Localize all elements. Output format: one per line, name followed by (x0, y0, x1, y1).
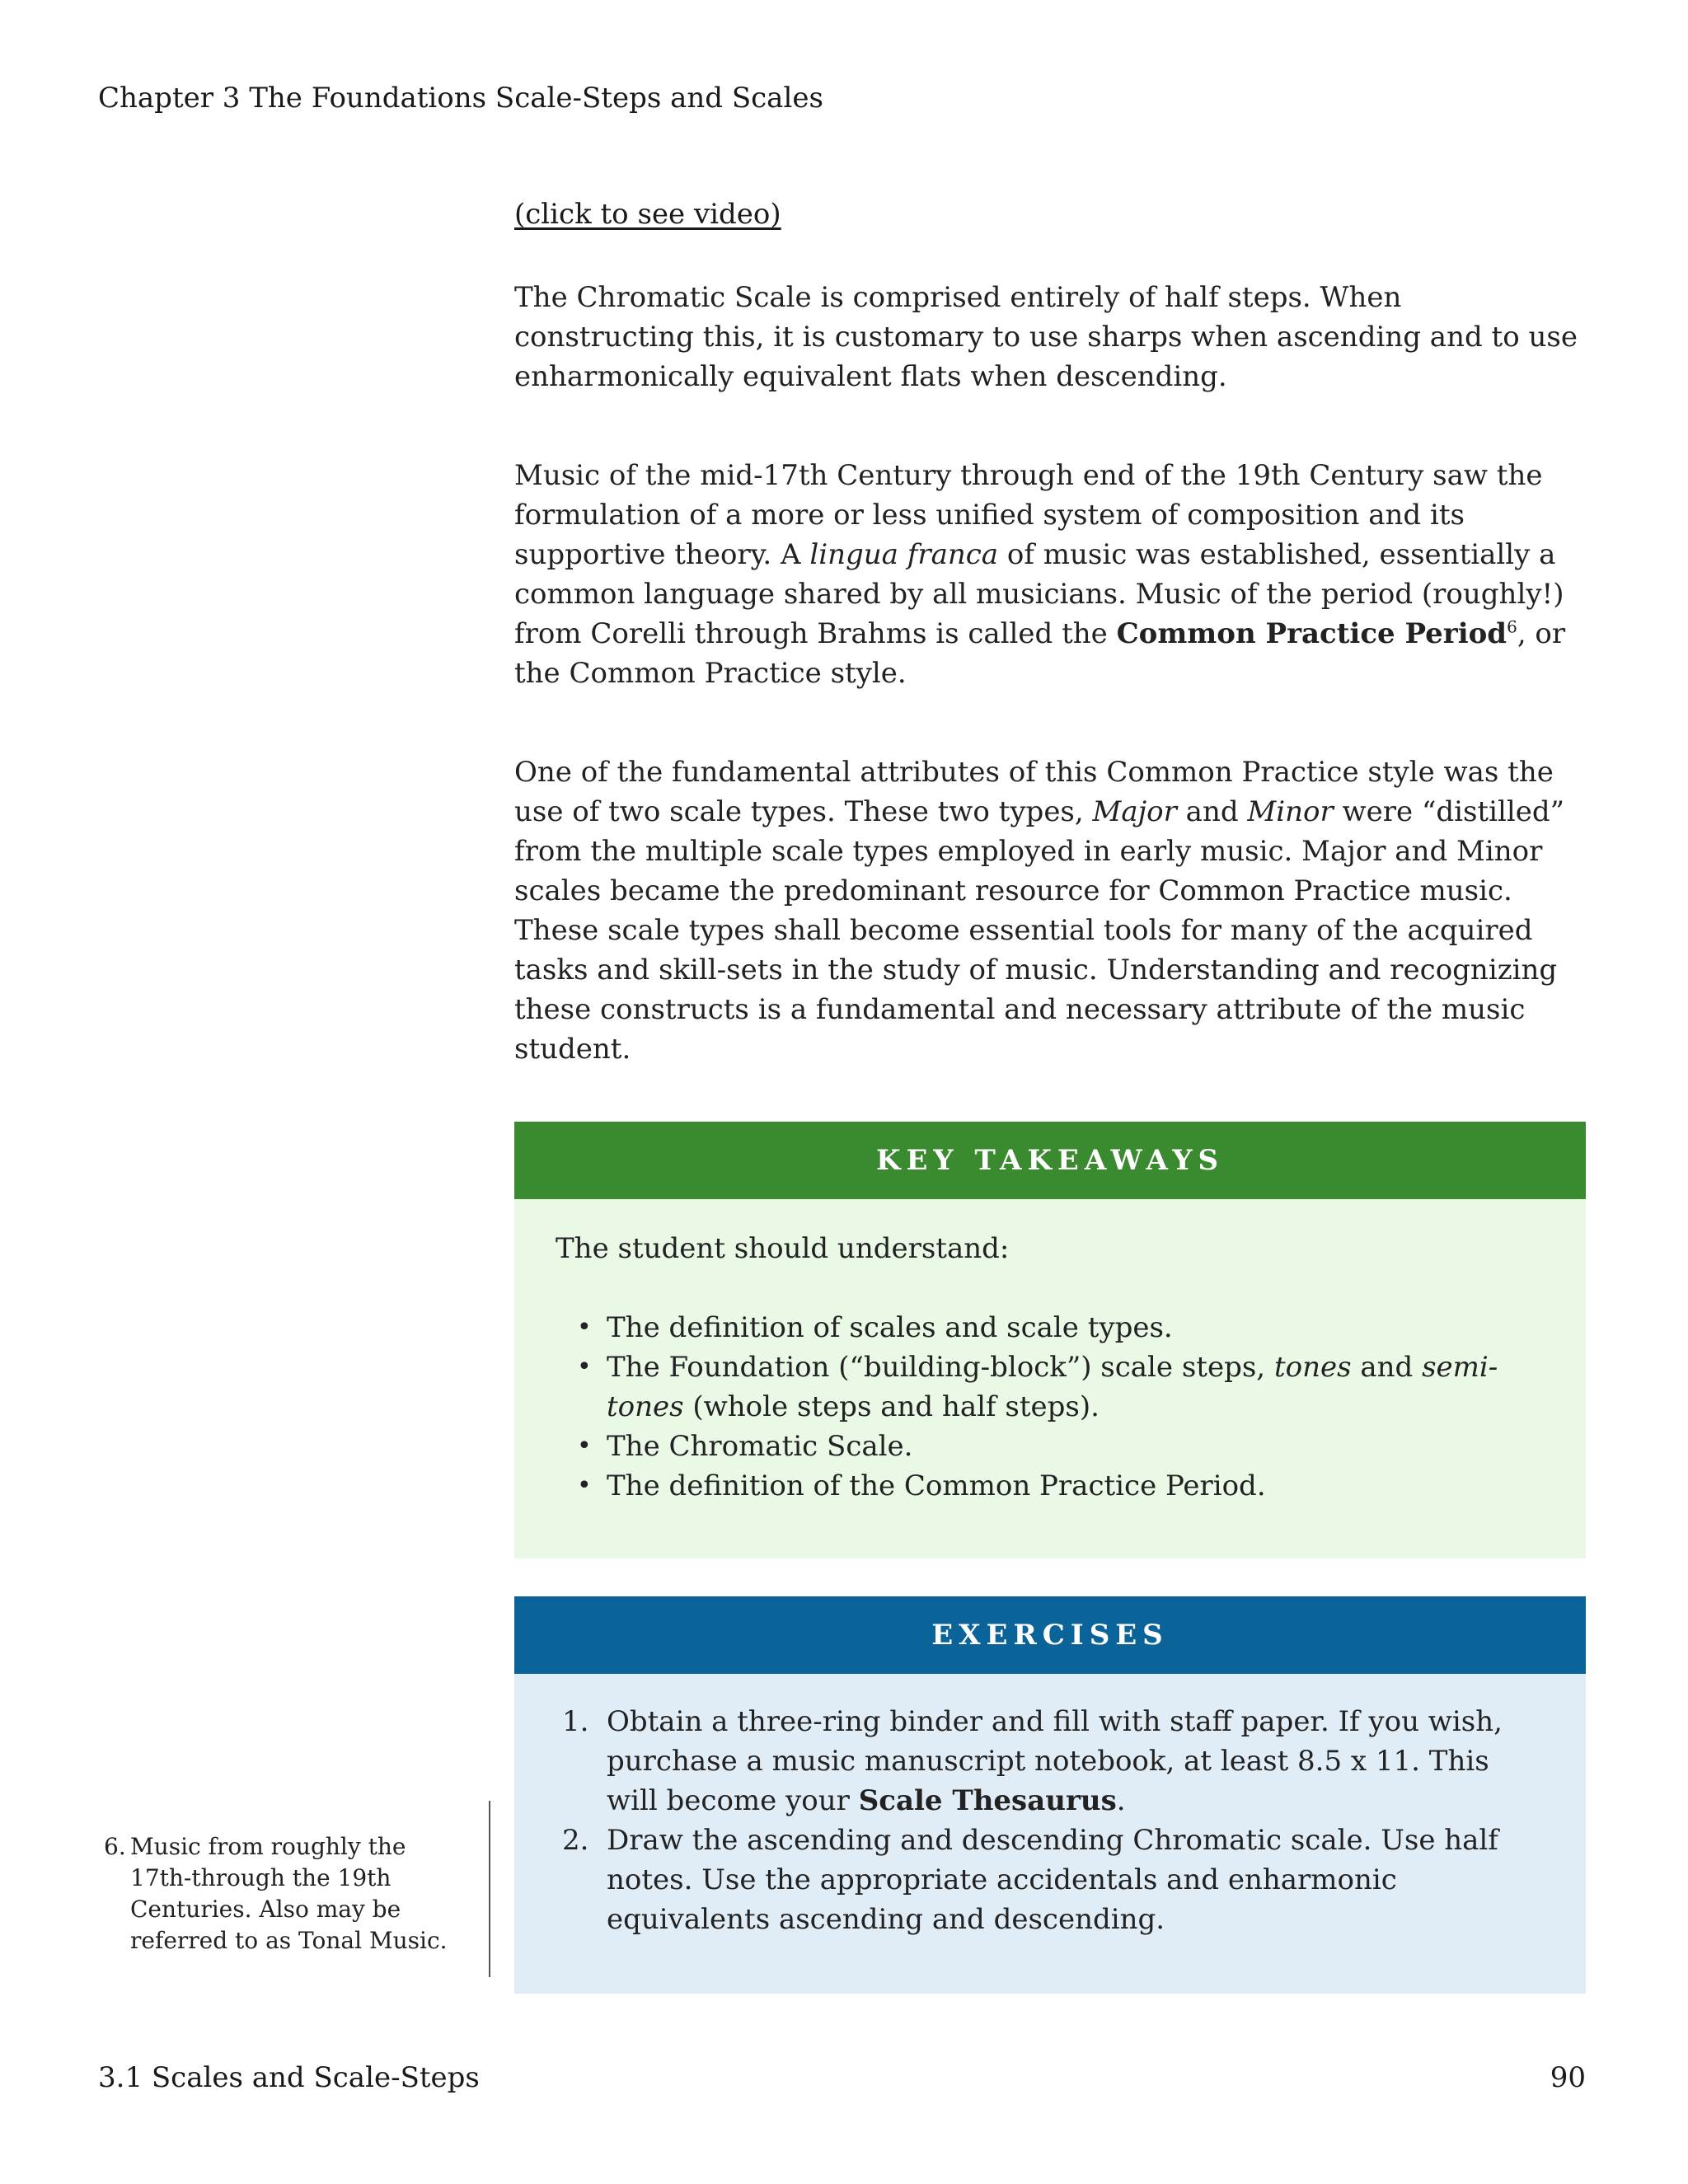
list-item-text: Draw the ascending and descending Chromatic scale. Use half notes. Use the appropriate accidentals and enharmonic equivalents ascending and descending. (607, 1824, 1498, 1936)
video-link[interactable]: (click to see video) (514, 198, 781, 231)
italic-term: lingua franca (809, 538, 999, 571)
footnote-number: 6. (104, 1833, 126, 1860)
paragraph-chromatic-scale (514, 278, 1586, 396)
footnote-reference[interactable]: 6 (1507, 616, 1517, 637)
exercises-body (514, 1674, 1586, 1994)
bullet-icon: • (577, 1313, 592, 1342)
exercises-title: EXERCISES (514, 1596, 1586, 1674)
paragraph-text: were “distilled” from the multiple scale types employed in early music. Major and Minor scales became the predominant resource for Common Practice music. These scale types shall become essential tools for many of the acquired tasks and skill-sets in the study of music. Understanding and recognizing these constructs is a fundamental and necessary attribute of the music student. (514, 795, 1564, 1066)
bullet-icon: • (577, 1352, 592, 1381)
list-item (556, 1821, 1545, 1939)
paragraph-text: , or the Common Practice style. (514, 617, 1566, 690)
footnote (104, 1831, 467, 1957)
key-takeaways-box (514, 1122, 1586, 1558)
key-takeaways-list (556, 1308, 1545, 1506)
paragraph-text: The Chromatic Scale is comprised entirely of half steps. When constructing this, it is customary to use sharps when ascending and to use enharmonically equivalent flats when descending. (514, 281, 1578, 393)
list-item-text: Obtain a three-ring binder and fill with staff paper. If you wish, purchase a music manuscript notebook, at least 8.5 x 11. This will become your (607, 1705, 1503, 1817)
list-item-text: The definition of the Common Practice Period. (607, 1469, 1266, 1502)
exercises-list (556, 1702, 1545, 1939)
list-item-text: The Foundation (“building-block”) scale steps, (607, 1351, 1274, 1384)
exercises-box (514, 1596, 1586, 1994)
list-item-text: The Chromatic Scale. (607, 1430, 913, 1463)
list-item (556, 1702, 1545, 1821)
footer-section-title: 3.1 Scales and Scale-Steps (98, 2061, 480, 2094)
bullet-icon: • (577, 1471, 592, 1500)
bold-term: Common Practice Period (1116, 617, 1507, 650)
paragraph-scale-types (514, 752, 1586, 1069)
main-content (514, 194, 1586, 1994)
list-item-text: The definition of scales and scale types. (607, 1311, 1173, 1344)
list-item-text: . (1116, 1784, 1126, 1817)
list-item-text: (whole steps and half steps). (683, 1390, 1100, 1423)
paragraph-common-practice (514, 456, 1586, 693)
footnote-divider (489, 1801, 490, 1977)
footnote-text: Music from roughly the 17th-through the 19th Centuries. Also may be referred to as Tonal Music. (130, 1833, 448, 1954)
key-takeaways-body (514, 1199, 1586, 1558)
list-item (556, 1427, 1545, 1466)
list-item (556, 1347, 1545, 1427)
bullet-icon: • (577, 1432, 592, 1460)
key-takeaways-title: KEY TAKEAWAYS (514, 1122, 1586, 1199)
paragraph-text: One of the fundamental attributes of this Common Practice style was the use of two scale types. These two types, (514, 756, 1554, 828)
italic-term: Major (1092, 795, 1177, 828)
list-item-number: 1. (562, 1705, 589, 1738)
list-item-text: and (1351, 1351, 1423, 1384)
italic-term: Minor (1247, 795, 1334, 828)
italic-term: semi-tones (607, 1351, 1498, 1423)
list-item (556, 1308, 1545, 1347)
running-head: Chapter 3 The Foundations Scale-Steps and Scales (98, 82, 823, 115)
bold-term: Scale Thesaurus (858, 1784, 1117, 1817)
page-number: 90 (1550, 2061, 1586, 2094)
italic-term: tones (1273, 1351, 1352, 1384)
paragraph-text: and (1176, 795, 1248, 828)
key-takeaways-intro: The student should understand: (556, 1232, 1010, 1265)
list-item (556, 1466, 1545, 1506)
paragraph-text: of music was established, essentially a common language shared by all musicians. Music of the period (roughly!) from Corelli through Brahms is called the (514, 538, 1564, 650)
paragraph-text: Music of the mid-17th Century through end of the 19th Century saw the formulation of a more or less unified system of composition and its supportive theory. A (514, 459, 1543, 571)
list-item-number: 2. (562, 1824, 589, 1857)
